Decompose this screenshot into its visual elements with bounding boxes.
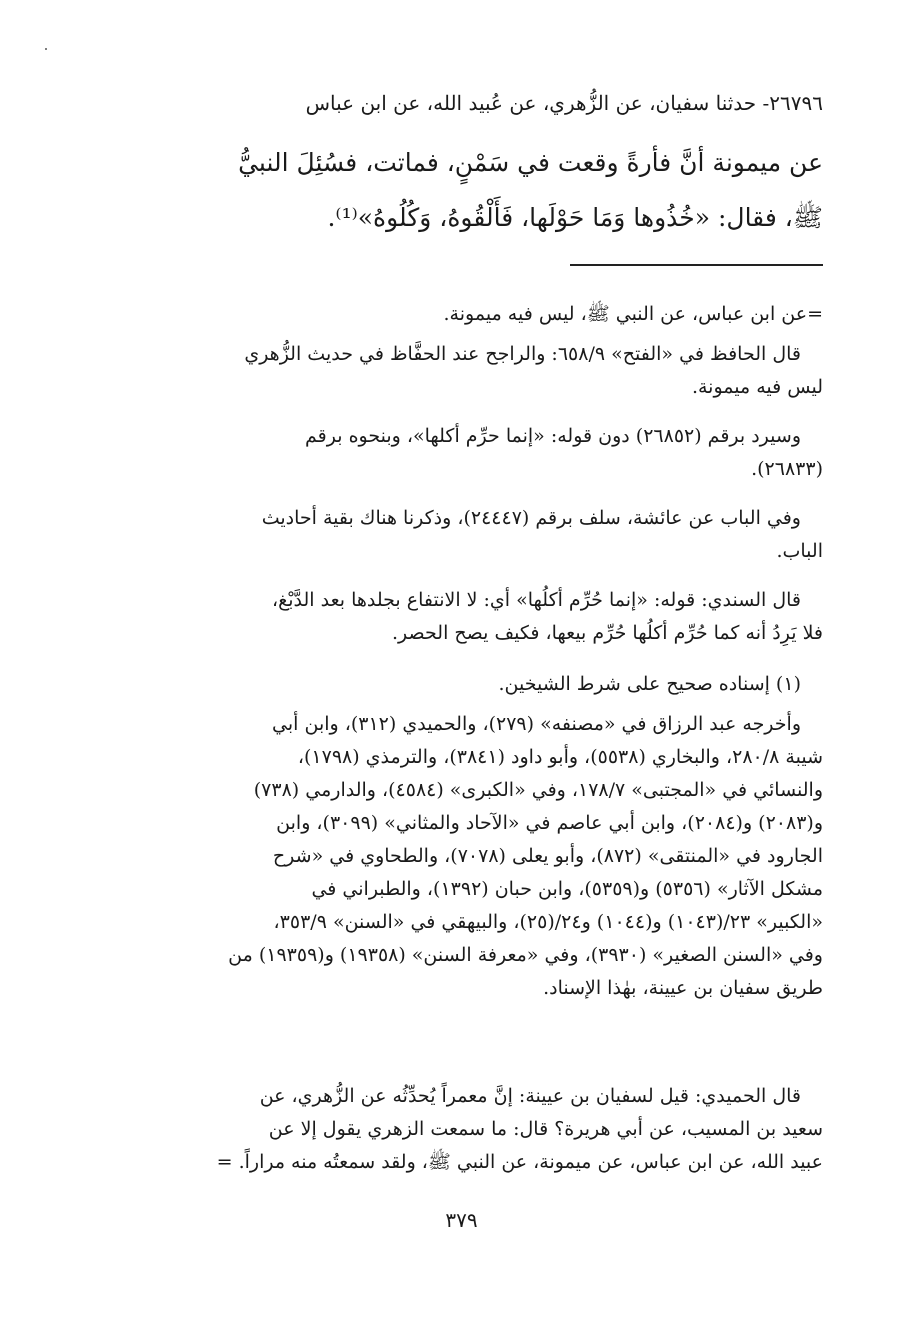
footnote-line: الباب. <box>776 540 823 562</box>
hadith-line-3: ﷺ، فقال: «خُذُوها وَمَا حَوْلَها، فَأَلْقُوهُ، وَكُلُوهُ»⁽¹⁾. <box>327 203 823 232</box>
page-number: ٣٧٩ <box>445 1208 478 1232</box>
footnote-line: فلا يَرِدُ أنه كما حُرِّم أكلُها حُرِّم بيعها، فكيف يصح الحصر. <box>392 622 823 644</box>
footnote-line: الجارود في «المنتقى» (٨٧٢)، وأبو يعلى (٧٠٧٨)، والطحاوي في «شرح <box>272 845 823 867</box>
footnote-line: و(٢٠٨٣) و(٢٠٨٤)، وابن أبي عاصم في «الآحاد والمثاني» (٣٠٩٩)، وابن <box>276 812 823 834</box>
footnote-paragraph-3 <box>123 420 823 486</box>
footnote-paragraph-2 <box>123 338 823 404</box>
footnote-paragraph-4 <box>123 502 823 568</box>
hadith-line-2: عن ميمونة أنَّ فأرةً وقعت في سَمْنٍ، فماتت، فسُئِلَ النبيُّ <box>238 148 823 177</box>
footnote-line: مشكل الآثار» (٥٣٥٦) و(٥٣٥٩)، وابن حبان (١٣٩٢)، والطبراني في <box>311 878 823 900</box>
footnote-paragraph-7 <box>123 708 823 1005</box>
footnote-line: والنسائي في «المجتبى» ١٧٨/٧، وفي «الكبرى» (٤٥٨٤)، والدارمي (٧٣٨) <box>253 779 823 801</box>
footnote-line: وسيرد برقم (٢٦٨٥٢) دون قوله: «إنما حرِّم أكلها»، وبنحوه برقم <box>305 425 801 447</box>
footnote-line: قال الحافظ في «الفتح» ٦٥٨/٩: والراجح عند الحفَّاظ في حديث الزُّهري <box>244 343 801 365</box>
footnote-line: عبيد الله، عن ابن عباس، عن ميمونة، عن النبي ﷺ، ولقد سمعتُه منه مراراً. = <box>216 1151 823 1173</box>
footnote-line: «الكبير» ٢٣/(١٠٤٣) و(١٠٤٤) و٢٤/(٢٥)، والبيهقي في «السنن» ٣٥٣/٩، <box>273 911 823 933</box>
footnote-paragraph-5 <box>123 584 823 650</box>
footnote-line: شيبة ٢٨٠/٨، والبخاري (٥٥٣٨)، وأبو داود (٣٨٤١)، والترمذي (١٧٩٨)، <box>297 746 823 768</box>
footnote-line: وفي الباب عن عائشة، سلف برقم (٢٤٤٤٧)، وذكرنا هناك بقية أحاديث <box>261 507 801 529</box>
footnote-line: (٢٦٨٣٣). <box>751 458 823 480</box>
footnote-line: قال السندي: قوله: «إنما حُرِّم أكلُها» أي: لا الانتفاع بجلدها بعد الدَّبْغ، <box>271 589 801 611</box>
footnote-line: وأخرجه عبد الرزاق في «مصنفه» (٢٧٩)، والحميدي (٣١٢)، وابن أبي <box>272 713 801 735</box>
footnote-line: ليس فيه ميمونة. <box>691 376 823 398</box>
footnote-line: =عن ابن عباس، عن النبي ﷺ، ليس فيه ميمونة. <box>443 303 823 325</box>
footnote-separator <box>570 264 823 266</box>
scan-speck <box>45 48 47 50</box>
footnote-paragraph-6 <box>123 668 823 701</box>
footnote-paragraph-1 <box>123 298 823 331</box>
footnote-line: (١) إسناده صحيح على شرط الشيخين. <box>498 673 801 695</box>
footnote-line: طريق سفيان بن عيينة، بهٰذا الإسناد. <box>543 977 823 999</box>
footnote-paragraph-8 <box>123 1080 823 1179</box>
hadith-line-1: ٢٦٧٩٦- حدثنا سفيان، عن الزُّهري، عن عُبيد الله، عن ابن عباس <box>305 91 823 115</box>
footnote-line: قال الحميدي: قيل لسفيان بن عيينة: إنَّ معمراً يُحدِّثُه عن الزُّهري، عن <box>259 1085 801 1107</box>
footnote-line: سعيد بن المسيب، عن أبي هريرة؟ قال: ما سمعت الزهري يقول إلا عن <box>268 1118 823 1140</box>
footnote-line: وفي «السنن الصغير» (٣٩٣٠)، وفي «معرفة السنن» (١٩٣٥٨) و(١٩٣٥٩) من <box>228 944 823 966</box>
